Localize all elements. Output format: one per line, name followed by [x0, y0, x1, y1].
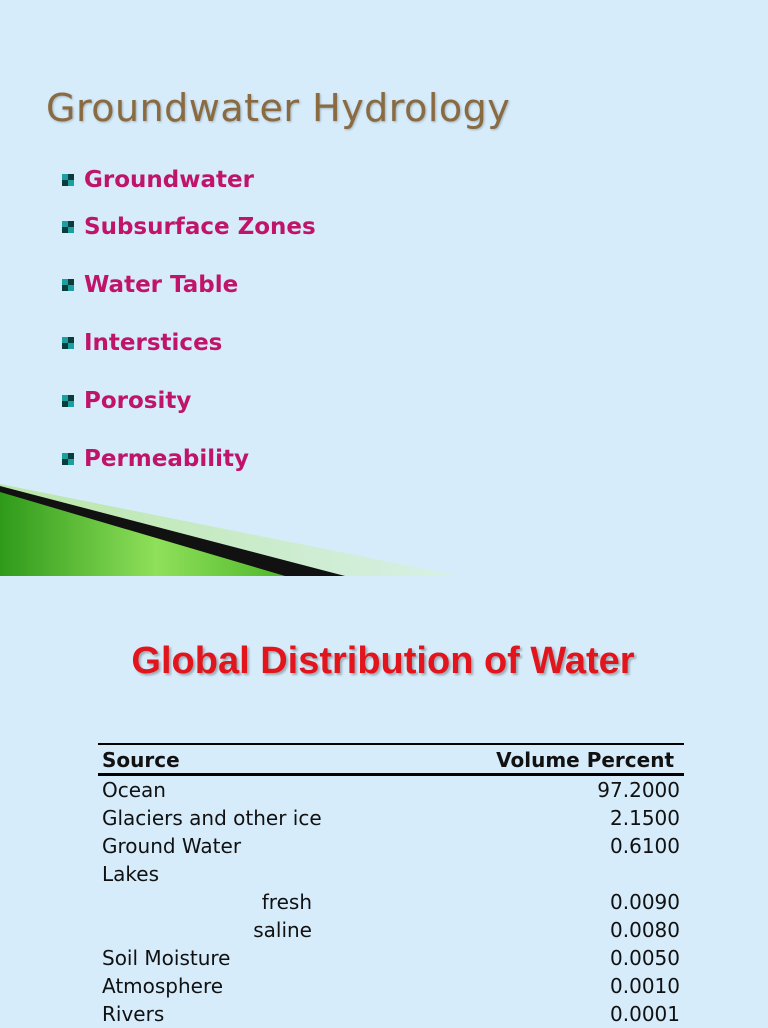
value-cell — [416, 860, 684, 888]
value-cell: 0.0001 — [610, 1002, 680, 1026]
table-row — [98, 972, 684, 1000]
value-cell: 97.2000 — [597, 778, 680, 802]
square-bullet-icon — [62, 395, 74, 407]
table-row — [98, 804, 684, 832]
bullet-item — [62, 198, 316, 256]
slide-title-global-distribution — [0, 640, 768, 683]
source-cell-indented — [98, 888, 416, 916]
bullet-label: Water Table — [84, 272, 239, 298]
value-cell: 0.0090 — [610, 890, 680, 914]
source-subitem: fresh — [261, 890, 312, 914]
column-header-source: Source — [98, 744, 416, 775]
source-cell: Soil Moisture — [102, 946, 231, 970]
value-cell: 0.6100 — [610, 834, 680, 858]
square-bullet-icon — [62, 221, 74, 233]
table-row — [98, 888, 684, 916]
table-row — [98, 916, 684, 944]
square-bullet-icon — [62, 279, 74, 291]
value-cell: 0.0010 — [610, 974, 680, 998]
slide-title: Groundwater Hydrology — [46, 86, 511, 130]
column-header-volume: Volume Percent — [416, 744, 684, 775]
table-row — [98, 860, 684, 888]
source-cell: Glaciers and other ice — [102, 806, 322, 830]
source-cell: Atmosphere — [102, 974, 224, 998]
bullet-item — [62, 256, 316, 314]
water-distribution-table — [98, 743, 684, 1028]
source-subitem: saline — [253, 918, 312, 942]
value-cell: 0.0050 — [610, 946, 680, 970]
square-bullet-icon — [62, 174, 74, 186]
decorative-swoosh — [0, 480, 460, 576]
source-cell: Rivers — [102, 1002, 165, 1026]
bullet-label: Permeability — [84, 446, 249, 472]
bullet-label: Subsurface Zones — [84, 214, 316, 240]
bullet-label: Interstices — [84, 330, 223, 356]
source-cell: Ground Water — [102, 834, 242, 858]
bullet-item — [62, 372, 316, 430]
table-row — [98, 944, 684, 972]
table-row — [98, 775, 684, 805]
bullet-label: Porosity — [84, 388, 192, 414]
value-cell: 2.1500 — [610, 806, 680, 830]
slide-title-text: Global Distribution of Water — [131, 640, 635, 682]
source-cell: Lakes — [102, 862, 159, 886]
bullet-item — [62, 162, 316, 198]
table-header-row — [98, 744, 684, 775]
source-cell-indented — [98, 916, 416, 944]
square-bullet-icon — [62, 337, 74, 349]
bullet-item — [62, 314, 316, 372]
square-bullet-icon — [62, 453, 74, 465]
source-cell: Ocean — [102, 778, 166, 802]
bullet-list — [62, 162, 316, 488]
table-row — [98, 832, 684, 860]
value-cell: 0.0080 — [610, 918, 680, 942]
bullet-label: Groundwater — [84, 167, 254, 193]
